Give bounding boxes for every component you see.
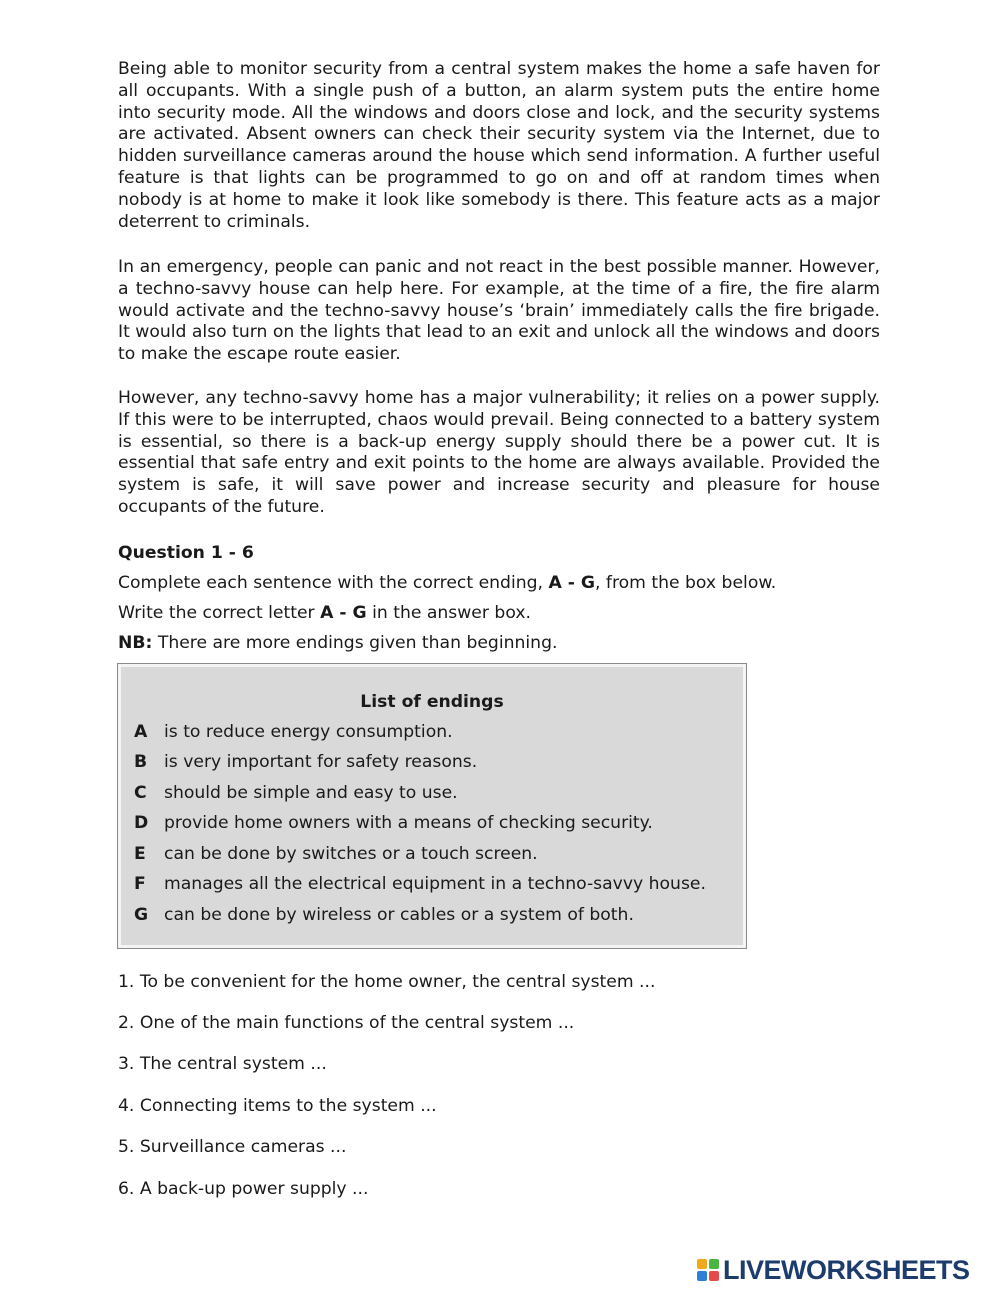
ending-d: D provide home owners with a means of checking security.	[134, 813, 653, 833]
ending-a: A is to reduce energy consumption.	[134, 722, 453, 742]
logo-mark-icon	[697, 1259, 719, 1281]
ending-b: B is very important for safety reasons.	[134, 752, 478, 772]
ending-c: C should be simple and easy to use.	[134, 783, 458, 803]
question-6: 6. A back-up power supply ...	[118, 1179, 369, 1199]
question-heading: Question 1 - 6	[118, 543, 254, 563]
ending-g: G can be done by wireless or cables or a system of both.	[134, 905, 634, 925]
passage-paragraph-3: However, any techno-savvy home has a major vulnerability; it relies on a power supply. If this were to be interrupted, chaos would prevail. Being connected to a battery system is essential, so there is a back-up energy supply should there be a power cut. It is essential that safe entry and exit points to the home are always available. Provided the system is safe, it will save power and increase security and pleasure for house occupants of the future.	[118, 388, 880, 517]
question-1: 1. To be convenient for the home owner, the central system ...	[118, 972, 656, 992]
question-2: 2. One of the main functions of the central system ...	[118, 1013, 575, 1033]
question-4: 4. Connecting items to the system ...	[118, 1096, 437, 1116]
liveworksheets-logo	[697, 1257, 970, 1283]
ending-f: F manages all the electrical equipment in a techno-savvy house.	[134, 874, 706, 894]
ending-e: E can be done by switches or a touch screen.	[134, 844, 538, 864]
instruction-2: Write the correct letter A - G in the answer box.	[118, 603, 531, 623]
question-3: 3. The central system ...	[118, 1054, 327, 1074]
logo-text: LIVEWORKSHEETS	[723, 1255, 970, 1285]
question-5: 5. Surveillance cameras ...	[118, 1137, 347, 1157]
endings-title: List of endings	[360, 692, 504, 712]
endings-box	[117, 663, 747, 949]
instruction-1: Complete each sentence with the correct ending, A - G, from the box below.	[118, 573, 777, 593]
nb-note: NB: There are more endings given than beginning.	[118, 633, 558, 653]
passage-paragraph-2: In an emergency, people can panic and not react in the best possible manner. However, a techno-savvy house can help here. For example, at the time of a fire, the fire alarm would activate and the techno-savvy house’s ‘brain’ immediately calls the fire brigade. It would also turn on the lights that lead to an exit and unlock all the windows and doors to make the escape route easier.	[118, 257, 880, 365]
passage-paragraph-1: Being able to monitor security from a central system makes the home a safe haven for all occupants. With a single push of a button, an alarm system puts the entire home into security mode. All the windows and doors close and lock, and the security systems are activated. Absent owners can check their security system via the Internet, due to hidden surveillance cameras around the house which send information. A further useful feature is that lights can be programmed to go on and off at random times when nobody is at home to make it look like somebody is there. This feature acts as a major deterrent to criminals.	[118, 59, 880, 232]
